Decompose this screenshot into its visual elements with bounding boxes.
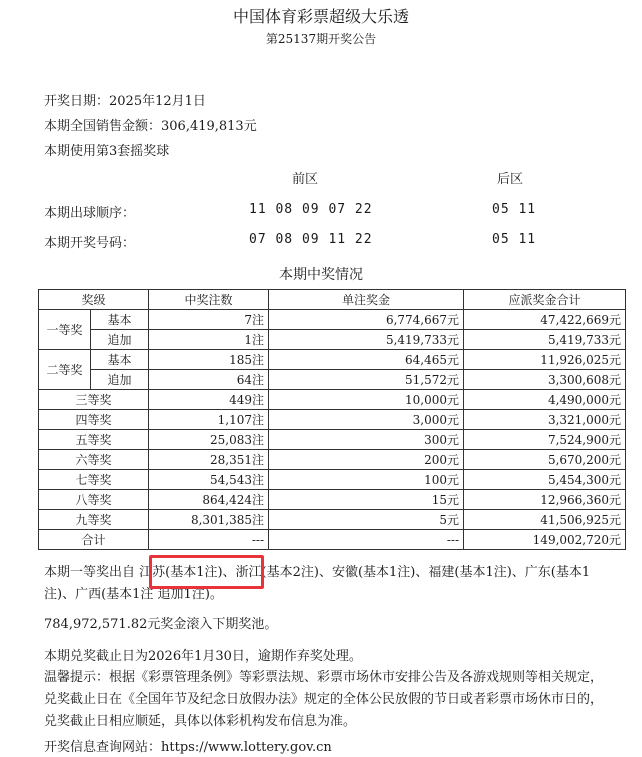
table-row (39, 310, 626, 330)
tier2-extra-prize: 51,572元 (269, 370, 464, 390)
prize-table-header (39, 290, 626, 310)
tier2-basic-count: 185注 (149, 350, 269, 370)
query-website[interactable]: 开奖信息查询网站：https://www.lottery.gov.cn (44, 740, 332, 755)
tier1-extra-prize: 5,419,733元 (269, 330, 464, 350)
draw-date: 开奖日期：2025年12月1日 (44, 94, 206, 109)
tier2-extra-count: 64注 (149, 370, 269, 390)
tier-count: 1,107注 (149, 410, 269, 430)
sum-total: 149,002,720元 (464, 530, 626, 550)
table-row-total (39, 530, 626, 550)
first-prize-winners: 本期一等奖出自 江苏(基本1注)、浙江(基本2注)、安徽(基本1注)、福建(基本1注)、广东(基本1注)、广西(基本1注 追加1注)。 (44, 565, 591, 602)
tier-prize: 10,000元 (269, 390, 464, 410)
issue-subtitle: 第25137期开奖公告 (265, 32, 377, 46)
ball-set-info: 本期使用第3套摇奖球 (44, 144, 170, 159)
back-zone-label: 后区 (497, 172, 524, 187)
tier-count: 54,543注 (149, 470, 269, 490)
tier2-basic-label: 基本 (91, 350, 149, 370)
tier-prize: 5元 (269, 510, 464, 530)
tier-count: 864,424注 (149, 490, 269, 510)
draw-order-back: 05 11 (492, 202, 537, 217)
table-row (39, 470, 626, 490)
tier-count: 25,083注 (149, 430, 269, 450)
tier-prize: 3,000元 (269, 410, 464, 430)
table-row (39, 490, 626, 510)
table-row (39, 510, 626, 530)
tier-count: 449注 (149, 390, 269, 410)
claim-deadline: 本期兑奖截止日为2026年1月30日，逾期作弃奖处理。 (44, 649, 362, 664)
tier-name: 九等奖 (39, 510, 149, 530)
tier-name: 七等奖 (39, 470, 149, 490)
prize-section-title: 本期中奖情况 (279, 267, 363, 283)
jackpot-rollover: 784,972,571.82元奖金滚入下期奖池。 (44, 617, 278, 632)
tier1-name: 一等奖 (39, 310, 91, 350)
sales-amount: 本期全国销售金额：306,419,813元 (44, 119, 257, 134)
front-zone-label: 前区 (292, 172, 319, 187)
sum-label: 合计 (39, 530, 149, 550)
tier-total: 3,321,000元 (464, 410, 626, 430)
tier1-basic-count: 7注 (149, 310, 269, 330)
sum-count: --- (149, 530, 269, 550)
tier1-basic-prize: 6,774,667元 (269, 310, 464, 330)
tier2-extra-total: 3,300,608元 (464, 370, 626, 390)
tier-total: 4,490,000元 (464, 390, 626, 410)
tier2-basic-prize: 64,465元 (269, 350, 464, 370)
prize-table (38, 289, 626, 550)
tier-name: 五等奖 (39, 430, 149, 450)
header-prize: 单注奖金 (269, 290, 464, 310)
tier2-extra-label: 追加 (91, 370, 149, 390)
tier-prize: 100元 (269, 470, 464, 490)
table-row (39, 350, 626, 370)
tier-total: 7,524,900元 (464, 430, 626, 450)
table-row (39, 410, 626, 430)
winning-numbers-label: 本期开奖号码： (44, 236, 136, 251)
tier-total: 5,670,200元 (464, 450, 626, 470)
tier-name: 六等奖 (39, 450, 149, 470)
warm-reminder: 温馨提示：根据《彩票管理条例》等彩票法规、彩票市场休市安排公告及各游戏规则等相关规定，兑奖截止日在《全国年节及纪念日放假办法》规定的全体公民放假的节日或者彩票市场休市日的，兑奖截止日相应顺延，具体以体彩机构发布信息为准。 (44, 670, 604, 729)
table-row (39, 430, 626, 450)
header-count: 中奖注数 (149, 290, 269, 310)
sum-prize: --- (269, 530, 464, 550)
tier-prize: 300元 (269, 430, 464, 450)
tier-count: 8,301,385注 (149, 510, 269, 530)
tier-name: 四等奖 (39, 410, 149, 430)
draw-order-front: 11 08 09 07 22 (249, 202, 373, 217)
draw-order-label: 本期出球顺序： (44, 206, 136, 221)
tier1-basic-label: 基本 (91, 310, 149, 330)
tier-total: 12,966,360元 (464, 490, 626, 510)
tier-prize: 15元 (269, 490, 464, 510)
table-row (39, 450, 626, 470)
tier2-name: 二等奖 (39, 350, 91, 390)
tier-prize: 200元 (269, 450, 464, 470)
highlight-box (149, 555, 264, 589)
table-row (39, 370, 626, 390)
tier1-basic-total: 47,422,669元 (464, 310, 626, 330)
winning-numbers-back: 05 11 (492, 232, 537, 247)
tier-total: 5,454,300元 (464, 470, 626, 490)
tier1-extra-count: 1注 (149, 330, 269, 350)
tier-count: 28,351注 (149, 450, 269, 470)
tier-name: 八等奖 (39, 490, 149, 510)
tier-total: 41,506,925元 (464, 510, 626, 530)
table-row (39, 390, 626, 410)
announcement-title: 中国体育彩票超级大乐透 (232, 7, 409, 26)
tier1-extra-label: 追加 (91, 330, 149, 350)
tier1-extra-total: 5,419,733元 (464, 330, 626, 350)
tier2-basic-total: 11,926,025元 (464, 350, 626, 370)
header-level: 奖级 (39, 290, 149, 310)
table-row (39, 330, 626, 350)
tier-name: 三等奖 (39, 390, 149, 410)
winning-numbers-front: 07 08 09 11 22 (249, 232, 373, 247)
header-total: 应派奖金合计 (464, 290, 626, 310)
